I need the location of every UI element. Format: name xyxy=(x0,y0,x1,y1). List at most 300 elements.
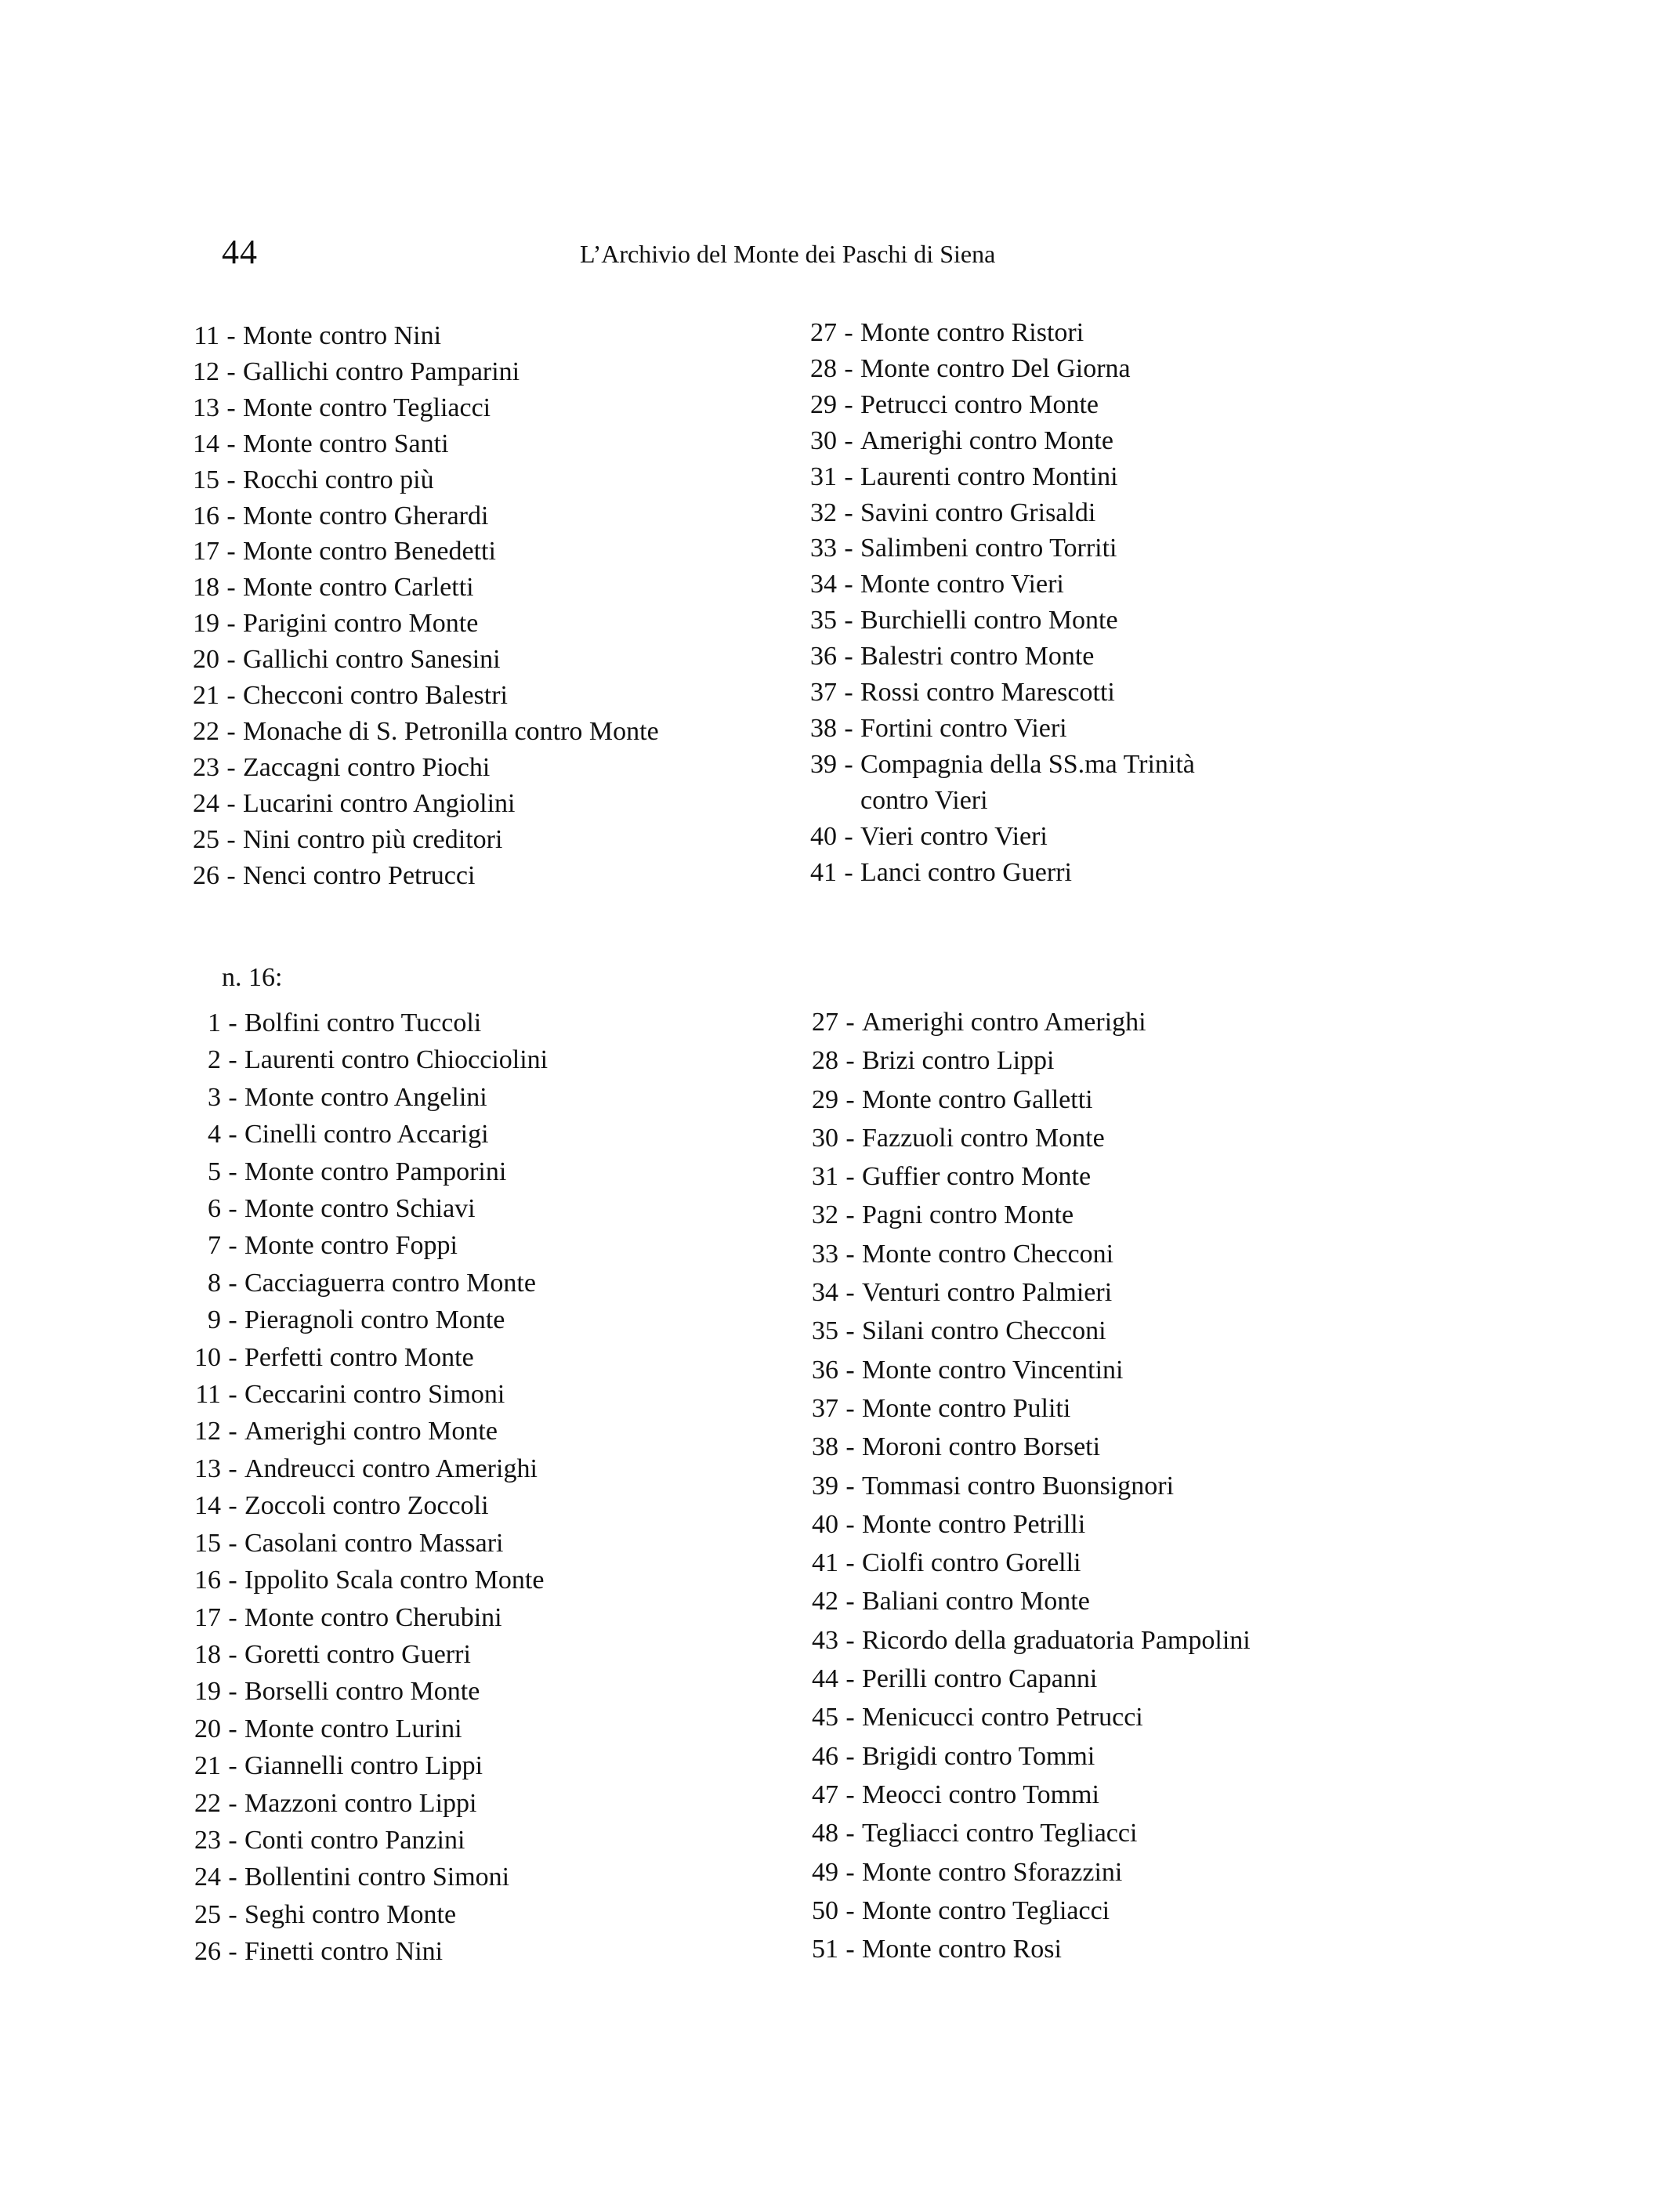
item-separator: - xyxy=(845,1046,855,1076)
item-text: Monte contro Checconi xyxy=(862,1239,1114,1269)
item-separator: - xyxy=(844,642,853,672)
item-text: Guffier contro Monte xyxy=(862,1162,1092,1192)
section-label: n. 16: xyxy=(222,963,283,992)
item-separator: - xyxy=(228,1528,237,1558)
item-text: Petrucci contro Monte xyxy=(860,389,1099,419)
item-text: Monte contro Angelini xyxy=(244,1082,487,1112)
item-number: 48 xyxy=(812,1819,838,1848)
list-item xyxy=(172,606,659,642)
item-separator: - xyxy=(844,462,853,491)
list-item xyxy=(172,678,659,714)
item-text: Compagnia della SS.ma Trinità xyxy=(860,749,1195,779)
list-item xyxy=(791,1892,1251,1930)
list-item xyxy=(172,426,659,462)
item-text: Bolfini contro Tuccoli xyxy=(244,1008,482,1037)
item-separator: - xyxy=(228,1677,237,1707)
item-separator: - xyxy=(845,1471,855,1501)
item-text: Pieragnoli contro Monte xyxy=(244,1305,505,1335)
item-text: Monte contro Pamporini xyxy=(244,1157,507,1186)
item-separator: - xyxy=(226,465,236,494)
item-text: Perfetti contro Monte xyxy=(244,1342,474,1372)
list-item xyxy=(172,750,659,786)
list-item xyxy=(174,1859,548,1895)
item-text: Savini contro Grisaldi xyxy=(860,498,1096,527)
item-number: 16 xyxy=(193,501,219,530)
item-number: 33 xyxy=(812,1239,838,1269)
item-number: 23 xyxy=(193,752,219,782)
item-number: 7 xyxy=(208,1231,221,1261)
item-text: Checconi contro Balestri xyxy=(243,681,509,711)
item-number: 26 xyxy=(193,860,219,890)
item-number: 42 xyxy=(812,1587,838,1617)
list-item xyxy=(791,1119,1251,1157)
case-list-a-right xyxy=(790,315,1195,891)
list-item xyxy=(791,1853,1251,1892)
item-text: Ciolfi contro Gorelli xyxy=(862,1548,1081,1578)
item-text: Monte contro Santi xyxy=(243,429,449,458)
list-item xyxy=(790,639,1195,675)
list-item xyxy=(790,855,1195,891)
item-number: 25 xyxy=(193,824,219,854)
item-separator: - xyxy=(228,1231,237,1261)
item-text: Gallichi contro Pamparini xyxy=(243,357,520,386)
item-number: 1 xyxy=(208,1008,221,1037)
item-number: 17 xyxy=(193,537,219,567)
case-list-b-left xyxy=(174,1005,548,1971)
list-item xyxy=(172,318,659,354)
item-text: Cacciaguerra contro Monte xyxy=(244,1268,536,1298)
item-text: Seghi contro Monte xyxy=(244,1899,457,1929)
item-text: Monte contro Tegliacci xyxy=(862,1895,1110,1925)
item-text: Perilli contro Capanni xyxy=(862,1664,1098,1694)
item-text: Monte contro Benedetti xyxy=(243,537,496,567)
item-text: Monte contro Gherardi xyxy=(243,501,489,530)
list-item xyxy=(174,1041,548,1078)
list-item xyxy=(174,1673,548,1710)
item-text: Monte contro Vieri xyxy=(860,570,1064,599)
item-text: Lanci contro Guerri xyxy=(860,857,1072,887)
item-separator: - xyxy=(226,645,236,675)
item-text: Mazzoni contro Lippi xyxy=(244,1788,477,1818)
item-text: Burchielli contro Monte xyxy=(860,606,1118,635)
item-text: Zoccoli contro Zoccoli xyxy=(244,1491,489,1521)
item-number: 27 xyxy=(810,318,837,347)
item-separator: - xyxy=(228,1417,237,1446)
item-number: 23 xyxy=(194,1825,221,1855)
item-text: Gallichi contro Sanesini xyxy=(243,645,501,675)
item-separator: - xyxy=(845,1741,855,1771)
list-item xyxy=(172,498,659,534)
item-number: 46 xyxy=(812,1741,838,1771)
item-number: 14 xyxy=(193,429,219,458)
item-separator: - xyxy=(845,1278,855,1308)
item-separator: - xyxy=(844,606,853,635)
item-number: 47 xyxy=(812,1779,838,1809)
item-number: 29 xyxy=(812,1084,838,1114)
item-separator: - xyxy=(844,821,853,851)
list-item xyxy=(172,462,659,498)
item-number: 21 xyxy=(194,1751,221,1781)
item-separator: - xyxy=(226,393,236,422)
item-number: 36 xyxy=(812,1355,838,1385)
item-number: 10 xyxy=(194,1342,221,1372)
item-number: 31 xyxy=(812,1162,838,1192)
item-text: Monte contro Sforazzini xyxy=(862,1857,1123,1887)
item-number: 18 xyxy=(194,1639,221,1669)
item-separator: - xyxy=(228,1491,237,1521)
item-text: Rossi contro Marescotti xyxy=(860,678,1115,708)
item-separator: - xyxy=(228,1342,237,1372)
item-number: 33 xyxy=(810,534,837,563)
list-item xyxy=(791,1698,1251,1736)
list-item xyxy=(174,1265,548,1302)
item-text: Monte contro Foppi xyxy=(244,1231,458,1261)
list-item xyxy=(174,1227,548,1264)
item-number: 4 xyxy=(208,1120,221,1149)
item-number: 24 xyxy=(193,788,219,818)
item-text: Cinelli contro Accarigi xyxy=(244,1120,489,1149)
item-text: Bollentini contro Simoni xyxy=(244,1863,510,1892)
list-item xyxy=(172,858,659,894)
item-text: Menicucci contro Petrucci xyxy=(862,1703,1143,1732)
list-item xyxy=(791,1467,1251,1505)
item-number: 17 xyxy=(194,1602,221,1632)
running-head: L’Archivio del Monte dei Paschi di Siena xyxy=(580,240,996,268)
item-text: Amerighi contro Monte xyxy=(244,1417,498,1446)
list-item xyxy=(790,315,1195,351)
item-number: 37 xyxy=(810,678,837,708)
item-separator: - xyxy=(845,1664,855,1694)
item-text: Monte contro Puliti xyxy=(862,1393,1071,1423)
item-text: Monte contro Lurini xyxy=(244,1714,462,1743)
item-number: 20 xyxy=(193,645,219,675)
item-text: Ippolito Scala contro Monte xyxy=(244,1566,545,1595)
list-item xyxy=(174,1302,548,1338)
item-number: 40 xyxy=(812,1509,838,1539)
list-item xyxy=(791,1428,1251,1466)
item-text: Nini contro più creditori xyxy=(243,824,503,854)
list-item xyxy=(791,1273,1251,1312)
item-number: 30 xyxy=(810,425,837,455)
item-separator: - xyxy=(228,1751,237,1781)
item-number: 32 xyxy=(812,1200,838,1230)
list-item xyxy=(174,1896,548,1933)
item-text: Rocchi contro più xyxy=(243,465,434,494)
item-text: Andreucci contro Amerighi xyxy=(244,1454,538,1483)
item-separator: - xyxy=(226,752,236,782)
item-number: 16 xyxy=(194,1566,221,1595)
item-text: Borselli contro Monte xyxy=(244,1677,480,1707)
list-item xyxy=(790,819,1195,855)
item-text: Laurenti contro Montini xyxy=(860,462,1118,491)
list-item xyxy=(174,1933,548,1970)
item-number: 15 xyxy=(193,465,219,494)
list-item xyxy=(790,603,1195,639)
item-text: Ceccarini contro Simoni xyxy=(244,1380,505,1410)
item-separator: - xyxy=(845,1625,855,1655)
list-item xyxy=(174,1636,548,1673)
page-number: 44 xyxy=(222,233,258,271)
item-text: Salimbeni contro Torriti xyxy=(860,534,1117,563)
item-separator: - xyxy=(845,1857,855,1887)
list-item xyxy=(174,1190,548,1227)
item-separator: - xyxy=(228,1714,237,1743)
list-item xyxy=(172,822,659,858)
item-number: 49 xyxy=(812,1857,838,1887)
item-separator: - xyxy=(228,1566,237,1595)
item-text: Goretti contro Guerri xyxy=(244,1639,471,1669)
item-text: Vieri contro Vieri xyxy=(860,821,1048,851)
list-item xyxy=(174,1413,548,1450)
item-text: Venturi contro Palmieri xyxy=(862,1278,1113,1308)
item-text: Monte contro Ristori xyxy=(860,318,1084,347)
item-number: 39 xyxy=(812,1471,838,1501)
item-separator: - xyxy=(228,1454,237,1483)
item-number: 25 xyxy=(194,1899,221,1929)
item-number: 39 xyxy=(810,749,837,779)
list-item xyxy=(174,1450,548,1487)
item-separator: - xyxy=(228,1899,237,1929)
list-item xyxy=(174,1562,548,1598)
item-number: 45 xyxy=(812,1703,838,1732)
item-separator: - xyxy=(226,429,236,458)
item-text: Tommasi contro Buonsignori xyxy=(862,1471,1175,1501)
list-item xyxy=(791,1544,1251,1582)
item-text: Nenci contro Petrucci xyxy=(243,860,476,890)
item-separator: - xyxy=(228,1937,237,1967)
item-separator: - xyxy=(226,716,236,746)
item-number: 21 xyxy=(193,681,219,711)
item-separator: - xyxy=(845,1548,855,1578)
list-item xyxy=(174,1116,548,1153)
item-text: Monte contro Del Giorna xyxy=(860,353,1131,383)
item-separator: - xyxy=(845,1008,855,1037)
item-separator: - xyxy=(844,318,853,347)
item-number: 38 xyxy=(812,1432,838,1462)
list-item xyxy=(791,1776,1251,1814)
item-separator: - xyxy=(845,1935,855,1964)
item-text: Monte contro Carletti xyxy=(243,573,474,603)
list-item xyxy=(174,1711,548,1747)
list-item xyxy=(790,495,1195,531)
item-number: 40 xyxy=(810,821,837,851)
item-number: 41 xyxy=(812,1548,838,1578)
item-number: 8 xyxy=(208,1268,221,1298)
item-number: 14 xyxy=(194,1491,221,1521)
item-number: 24 xyxy=(194,1863,221,1892)
item-separator: - xyxy=(226,788,236,818)
item-text: Monte contro Nini xyxy=(243,321,442,350)
list-item xyxy=(174,1376,548,1413)
item-separator: - xyxy=(845,1239,855,1269)
item-separator: - xyxy=(228,1825,237,1855)
item-text: Monache di S. Petronilla contro Monte xyxy=(243,716,659,746)
list-item xyxy=(791,1003,1251,1041)
item-number: 30 xyxy=(812,1123,838,1153)
item-text: Monte contro Vincentini xyxy=(862,1355,1124,1385)
item-separator: - xyxy=(844,534,853,563)
item-separator: - xyxy=(228,1863,237,1892)
item-text: Monte contro Tegliacci xyxy=(243,393,491,422)
item-separator: - xyxy=(845,1509,855,1539)
list-item xyxy=(174,1785,548,1822)
list-item xyxy=(791,1582,1251,1620)
item-number: 22 xyxy=(193,716,219,746)
list-item xyxy=(790,423,1195,459)
list-item xyxy=(172,534,659,570)
list-item xyxy=(791,1660,1251,1698)
item-number: 5 xyxy=(208,1157,221,1186)
list-item xyxy=(790,459,1195,495)
item-number: 19 xyxy=(193,609,219,639)
item-number: 9 xyxy=(208,1305,221,1335)
item-separator: - xyxy=(845,1316,855,1346)
item-text: Moroni contro Borseti xyxy=(862,1432,1101,1462)
item-text: Monte contro Galletti xyxy=(862,1084,1093,1114)
item-number: 3 xyxy=(208,1082,221,1112)
list-item xyxy=(791,1621,1251,1660)
item-separator: - xyxy=(845,1779,855,1809)
item-text: Monte contro Rosi xyxy=(862,1935,1062,1964)
list-item xyxy=(174,1747,548,1784)
item-number: 37 xyxy=(812,1393,838,1423)
item-number: 15 xyxy=(194,1528,221,1558)
item-separator: - xyxy=(226,681,236,711)
item-separator: - xyxy=(226,573,236,603)
item-separator: - xyxy=(844,749,853,779)
list-item xyxy=(791,1196,1251,1234)
item-text: Pagni contro Monte xyxy=(862,1200,1074,1230)
list-item xyxy=(174,1005,548,1041)
item-separator: - xyxy=(226,357,236,386)
item-number: 12 xyxy=(193,357,219,386)
item-text: Zaccagni contro Piochi xyxy=(243,752,491,782)
item-number: 13 xyxy=(193,393,219,422)
item-number: 22 xyxy=(194,1788,221,1818)
item-separator: - xyxy=(844,498,853,527)
item-text: Parigini contro Monte xyxy=(243,609,479,639)
item-separator: - xyxy=(228,1120,237,1149)
list-item xyxy=(790,387,1195,423)
item-text: Meocci contro Tommi xyxy=(862,1779,1099,1809)
item-separator: - xyxy=(226,537,236,567)
list-item xyxy=(791,1930,1251,1968)
item-number: 11 xyxy=(195,1380,221,1410)
list-item xyxy=(791,1505,1251,1544)
item-separator: - xyxy=(844,857,853,887)
item-number: 20 xyxy=(194,1714,221,1743)
item-separator: - xyxy=(228,1194,237,1224)
item-separator: - xyxy=(226,321,236,350)
list-item xyxy=(172,354,659,390)
item-separator: - xyxy=(845,1587,855,1617)
item-separator: - xyxy=(844,570,853,599)
list-item xyxy=(172,786,659,822)
item-number: 50 xyxy=(812,1895,838,1925)
item-separator: - xyxy=(844,353,853,383)
list-item xyxy=(790,530,1195,567)
item-separator: - xyxy=(845,1355,855,1385)
item-separator: - xyxy=(845,1432,855,1462)
item-text: Giannelli contro Lippi xyxy=(244,1751,483,1781)
list-item xyxy=(791,1041,1251,1080)
item-text-continuation: contro Vieri xyxy=(860,785,988,815)
item-number: 35 xyxy=(810,606,837,635)
list-item xyxy=(791,1389,1251,1428)
list-item xyxy=(790,711,1195,747)
item-separator: - xyxy=(228,1045,237,1075)
item-text: Ricordo della graduatoria Pampolini xyxy=(862,1625,1251,1655)
item-text: Casolani contro Massari xyxy=(244,1528,504,1558)
list-item xyxy=(174,1153,548,1190)
list-item xyxy=(172,390,659,426)
list-item xyxy=(790,567,1195,603)
item-separator: - xyxy=(228,1305,237,1335)
item-separator: - xyxy=(845,1895,855,1925)
item-number: 6 xyxy=(208,1194,221,1224)
item-text: Amerighi contro Monte xyxy=(860,425,1113,455)
item-number: 11 xyxy=(194,321,219,350)
item-number: 38 xyxy=(810,713,837,743)
item-number: 13 xyxy=(194,1454,221,1483)
item-separator: - xyxy=(844,425,853,455)
item-number: 43 xyxy=(812,1625,838,1655)
item-text: Monte contro Schiavi xyxy=(244,1194,476,1224)
item-text: Tegliacci contro Tegliacci xyxy=(862,1819,1138,1848)
item-separator: - xyxy=(228,1268,237,1298)
list-item xyxy=(791,1235,1251,1273)
list-item xyxy=(174,1599,548,1636)
item-separator: - xyxy=(845,1123,855,1153)
item-separator: - xyxy=(844,713,853,743)
item-separator: - xyxy=(226,824,236,854)
list-item xyxy=(791,1081,1251,1119)
item-number: 35 xyxy=(812,1316,838,1346)
item-separator: - xyxy=(844,389,853,419)
item-separator: - xyxy=(844,678,853,708)
item-number: 19 xyxy=(194,1677,221,1707)
item-separator: - xyxy=(845,1200,855,1230)
item-text: Finetti contro Nini xyxy=(244,1937,444,1967)
item-separator: - xyxy=(845,1393,855,1423)
list-item xyxy=(791,1312,1251,1350)
item-number: 27 xyxy=(812,1008,838,1037)
item-number: 2 xyxy=(208,1045,221,1075)
item-number: 18 xyxy=(193,573,219,603)
item-separator: - xyxy=(845,1703,855,1732)
item-number: 31 xyxy=(810,462,837,491)
list-item xyxy=(790,351,1195,387)
list-item xyxy=(791,1737,1251,1776)
item-separator: - xyxy=(228,1157,237,1186)
list-item xyxy=(174,1079,548,1116)
list-item xyxy=(174,1822,548,1859)
item-separator: - xyxy=(228,1008,237,1037)
item-separator: - xyxy=(845,1084,855,1114)
case-list-a-left xyxy=(172,318,659,894)
list-item xyxy=(174,1487,548,1524)
list-item xyxy=(791,1814,1251,1852)
item-separator: - xyxy=(228,1082,237,1112)
item-text: Laurenti contro Chiocciolini xyxy=(244,1045,549,1075)
case-list-b-right xyxy=(791,1003,1251,1968)
item-separator: - xyxy=(845,1162,855,1192)
list-item xyxy=(791,1351,1251,1389)
item-separator: - xyxy=(845,1819,855,1848)
item-number: 44 xyxy=(812,1664,838,1694)
item-separator: - xyxy=(228,1602,237,1632)
list-item xyxy=(172,714,659,750)
